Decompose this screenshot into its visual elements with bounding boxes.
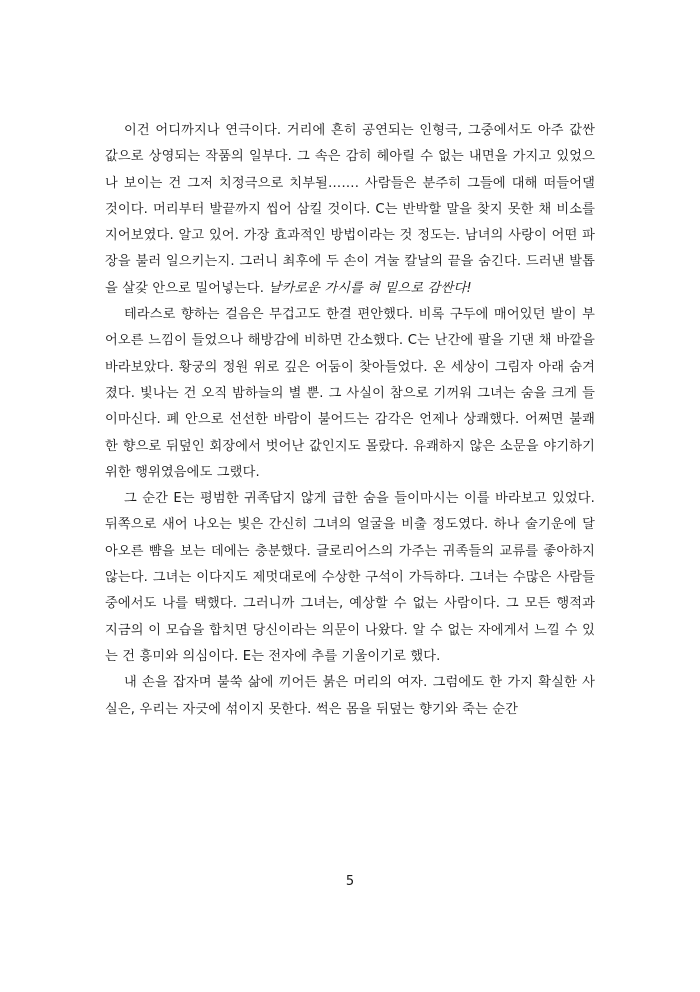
paragraph-1-run-1: 이건 어디까지나 연극이다. 거리에 흔히 공연되는 인형극, 그중에서도 아주 값싼 값으로 상영되는 작품의 일부다. 그 속은 감히 헤아릴 수 없는 내면을 가지고 있었으나 보이는 건 그저 치정극으로 치부될……. 사람들은 분주히 그들에 대해 떠들어댈 것이다. 머리부터 발끝까지 씹어 삼킬 것이다. C는 반박할 말을 찾지 못한 채 비소를 지어보였다. 알고 있어. 가장 효과적인 방법이라는 것 정도는. 남녀의 사랑이 어떤 파장을 불러 일으키는지. 그러니 최후에 두 손이 겨눌 칼날의 끝을 숨긴다. 드러낸 발톱을 살갗 안으로 밀어넣는다. (105, 123, 595, 296)
paragraph-1 (105, 118, 595, 302)
paragraph-3-run-1: 그 순간 E는 평범한 귀족답지 않게 급한 숨을 들이마시는 이를 바라보고 있었다. 뒤쪽으로 새어 나오는 빛은 간신히 그녀의 얼굴을 비출 정도였다. 하나 술기운에 달아오른 뺨을 보는 데에는 충분했다. 글로리어스의 가주는 귀족들의 교류를 좋아하지 않는다. 그녀는 이다지도 제멋대로에 수상한 구석이 가득하다. 그녀는 수많은 사람들 중에서도 나를 택했다. 그러니까 그녀는, 예상할 수 없는 사람이다. 그 모든 행적과 지금의 이 모습을 합치면 당신이라는 의문이 나왔다. 알 수 없는 자에게서 느낄 수 있는 건 흥미와 의심이다. E는 전자에 추를 기울이기로 했다. (105, 491, 595, 664)
paragraph-3 (105, 486, 595, 670)
paragraph-4 (105, 670, 595, 723)
paragraph-1-run-2-italic: 날카로운 가시를 혀 밑으로 감싼다! (268, 280, 472, 296)
page-number: 5 (345, 874, 355, 889)
paragraph-2 (105, 302, 595, 486)
paragraph-2-run-1: 테라스로 향하는 걸음은 무겁고도 한결 편안했다. 비록 구두에 매어있던 발이 부어오른 느낌이 들었으나 해방감에 비하면 간소했다. C는 난간에 팔을 기댄 채 바깥을 바라보았다. 황궁의 정원 위로 깊은 어둠이 찾아들었다. 온 세상이 그림자 아래 숨겨졌다. 빛나는 건 오직 밤하늘의 별 뿐. 그 사실이 참으로 기꺼워 그녀는 숨을 크게 들이마신다. 폐 안으로 선선한 바람이 불어드는 감각은 언제나 상쾌했다. 어쩌면 불쾌한 향으로 뒤덮인 회장에서 벗어난 값인지도 몰랐다. 유쾌하지 않은 소문을 야기하기 위한 행위였음에도 그랬다. (105, 307, 595, 480)
page-body (105, 118, 595, 723)
paragraph-4-run-1: 내 손을 잡자며 불쑥 삶에 끼어든 붉은 머리의 여자. 그럼에도 한 가지 확실한 사실은, 우리는 자긋에 섞이지 못한다. 썩은 몸을 뒤덮는 향기와 죽는 순간 (105, 675, 595, 717)
